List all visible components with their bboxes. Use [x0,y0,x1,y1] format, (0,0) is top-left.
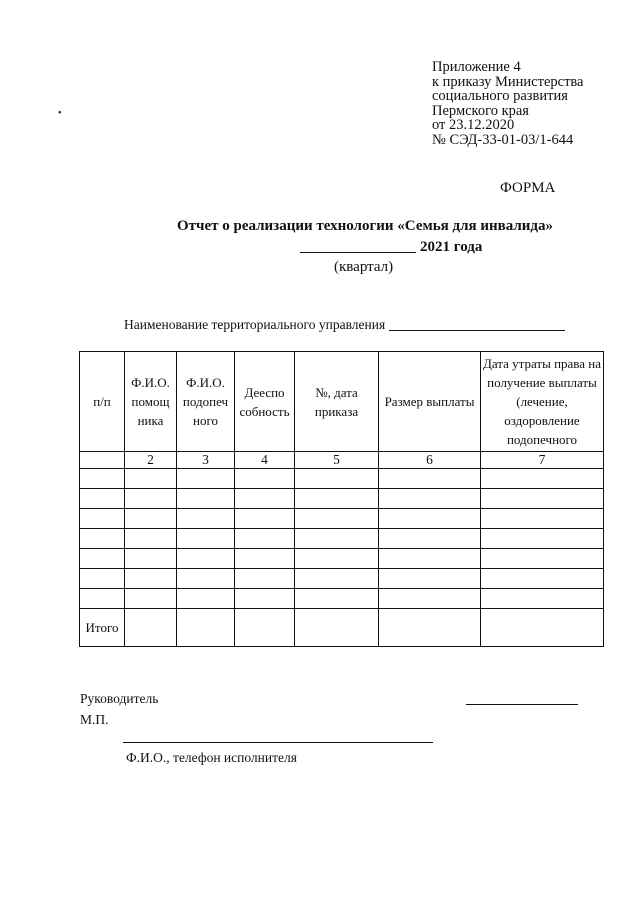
total-row [80,609,604,647]
table-cell[interactable] [295,589,379,609]
header-cell-capacity: Дееспо собность [235,352,295,452]
appendix-line: Приложение 4 [432,59,521,75]
form-label: ФОРМА [500,180,556,196]
table-cell[interactable] [80,569,125,589]
report-table [79,351,604,647]
table-cell[interactable] [177,589,235,609]
table-cell[interactable] [80,549,125,569]
table-cell[interactable] [80,529,125,549]
column-number: 4 [235,452,295,469]
table-cell[interactable] [235,529,295,549]
year-text: 2021 года [420,239,483,255]
table-cell[interactable] [177,569,235,589]
table-cell[interactable] [235,509,295,529]
appendix-line: социального развития [432,88,568,104]
table-cell[interactable] [177,509,235,529]
table-cell[interactable] [125,509,177,529]
table-row [80,549,604,569]
period-line [300,238,482,256]
header-cell-order: №, дата приказа [295,352,379,452]
table-cell[interactable] [295,549,379,569]
table-header-row [80,352,604,452]
table-row [80,589,604,609]
table-cell[interactable] [235,469,295,489]
header-cell-number: п/п [80,352,125,452]
table-cell[interactable] [379,609,481,647]
table-cell[interactable] [379,469,481,489]
table-cell[interactable] [125,569,177,589]
table-cell[interactable] [235,569,295,589]
header-cell-loss-date: Дата утраты права на получение выплаты (лечение, оздоровление подопечного [481,352,604,452]
table-row [80,469,604,489]
table-cell[interactable] [379,549,481,569]
table-cell[interactable] [80,509,125,529]
appendix-line: от 23.12.2020 [432,117,515,133]
quarter-label: (квартал) [334,259,394,275]
appendix-line: к приказу Министерства [432,73,584,90]
table-cell[interactable] [177,489,235,509]
table-cell[interactable] [481,569,604,589]
table-cell[interactable] [177,549,235,569]
stamp-label: М.П. [80,712,109,727]
org-blank-line[interactable] [389,318,565,331]
table-cell[interactable] [481,489,604,509]
table-cell[interactable] [481,589,604,609]
report-title: Отчет о реализации технологии «Семья для инвалида» [176,218,554,234]
table-cell[interactable] [125,469,177,489]
scan-dot-mark: • [58,108,62,119]
table-cell[interactable] [379,569,481,589]
table-cell[interactable] [295,469,379,489]
column-number: 2 [125,452,177,469]
appendix-line: № СЭД-33-01-03/1-644 [432,131,574,148]
header-cell-ward: Ф.И.О. подопеч ного [177,352,235,452]
table-cell[interactable] [379,489,481,509]
table-cell[interactable] [295,609,379,647]
table-cell[interactable] [295,489,379,509]
column-number: 6 [379,452,481,469]
table-cell[interactable] [295,569,379,589]
table-cell[interactable] [379,509,481,529]
table-row [80,489,604,509]
signature-line[interactable] [466,704,578,705]
column-number: 3 [177,452,235,469]
table-row [80,569,604,589]
column-number [80,452,125,469]
table-cell[interactable] [235,589,295,609]
executor-label: Ф.И.О., телефон исполнителя [126,750,297,765]
table-cell[interactable] [80,489,125,509]
column-number: 7 [481,452,604,469]
column-number: 5 [295,452,379,469]
table-cell[interactable] [295,529,379,549]
column-number-row [80,452,604,469]
table-cell[interactable] [125,529,177,549]
table-cell[interactable] [80,589,125,609]
table-cell[interactable] [177,529,235,549]
table-cell[interactable] [481,469,604,489]
appendix-block [432,60,584,147]
table-cell[interactable] [125,609,177,647]
table-cell[interactable] [125,589,177,609]
table-cell[interactable] [481,609,604,647]
table-cell[interactable] [235,609,295,647]
quarter-blank-line[interactable] [300,238,416,253]
table-cell[interactable] [379,589,481,609]
table-cell[interactable] [379,529,481,549]
header-cell-payment: Размер выплаты [379,352,481,452]
table-cell[interactable] [177,609,235,647]
table-cell[interactable] [80,469,125,489]
table-row [80,529,604,549]
org-line [124,317,565,333]
table-cell[interactable] [235,489,295,509]
total-label: Итого [80,609,125,647]
appendix-line: Пермского края [432,102,529,119]
org-label: Наименование территориального управления [124,317,386,332]
table-cell[interactable] [177,469,235,489]
executor-line[interactable] [123,742,433,743]
table-cell[interactable] [235,549,295,569]
header-cell-assistant: Ф.И.О. помощ ника [125,352,177,452]
table-cell[interactable] [125,489,177,509]
table-cell[interactable] [481,509,604,529]
table-cell[interactable] [481,529,604,549]
table-row [80,509,604,529]
table-cell[interactable] [481,549,604,569]
head-label: Руководитель [80,691,159,706]
table-cell[interactable] [125,549,177,569]
table-cell[interactable] [295,509,379,529]
